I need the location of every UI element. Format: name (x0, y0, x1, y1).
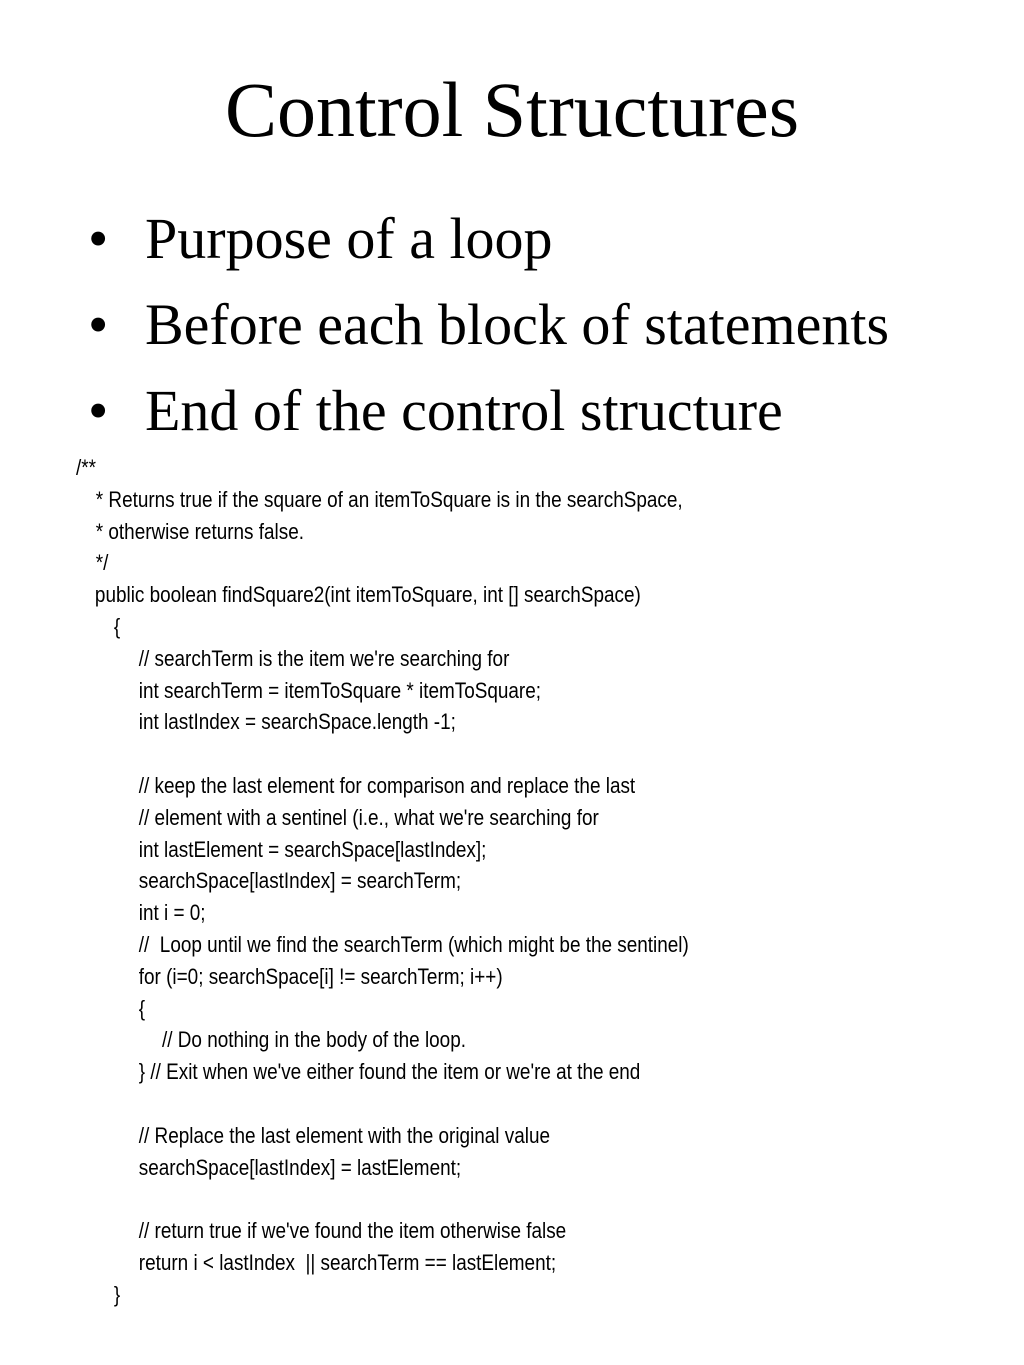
slide-title: Control Structures (224, 66, 800, 153)
code-line: /** (76, 455, 96, 480)
bullet-text: Purpose of a loop (145, 206, 553, 271)
bullet-icon: • (88, 206, 109, 271)
bullet-icon: • (88, 378, 109, 443)
code-line: // Loop until we find the searchTerm (which might be the sentinel) (138, 931, 689, 957)
bullet-text: Before each block of statements (145, 292, 890, 357)
code-line: // element with a sentinel (i.e., what we're searching for (138, 804, 599, 830)
bullet-item (88, 196, 889, 282)
code-line: int i = 0; (138, 900, 206, 926)
code-line: { (113, 613, 121, 639)
code-line: } (113, 1281, 121, 1307)
code-line: } // Exit when we've either found the item or we're at the end (138, 1059, 641, 1085)
code-line: int lastIndex = searchSpace.length -1; (138, 709, 456, 735)
code-line (76, 738, 689, 770)
code-line: // keep the last element for comparison and replace the last (138, 772, 636, 798)
code-line (76, 1183, 689, 1215)
code-block (76, 452, 689, 1311)
bullet-item (88, 282, 889, 368)
code-line: * Returns true if the square of an itemToSquare is in the searchSpace, (95, 486, 683, 512)
code-line: // searchTerm is the item we're searching for (138, 645, 510, 671)
code-line (76, 1088, 689, 1120)
code-line: public boolean findSquare2(int itemToSquare, int [] searchSpace) (94, 582, 641, 608)
bullet-text: End of the control structure (145, 378, 783, 443)
code-line: { (138, 995, 146, 1021)
bullet-icon: • (88, 292, 109, 357)
code-line: return i < lastIndex || searchTerm == lastElement; (138, 1249, 557, 1275)
code-line: // return true if we've found the item otherwise false (138, 1218, 567, 1244)
bullet-item (88, 368, 889, 454)
code-line: // Do nothing in the body of the loop. (162, 1027, 466, 1053)
code-line: searchSpace[lastIndex] = searchTerm; (138, 868, 462, 894)
code-line: for (i=0; searchSpace[i] != searchTerm; i++) (138, 963, 503, 989)
code-line: * otherwise returns false. (95, 518, 304, 544)
code-line: */ (95, 550, 109, 576)
bullet-list (88, 196, 889, 454)
code-line: int searchTerm = itemToSquare * itemToSquare; (138, 677, 542, 703)
code-line: int lastElement = searchSpace[lastIndex]; (138, 836, 487, 862)
code-line: searchSpace[lastIndex] = lastElement; (138, 1154, 462, 1180)
code-line: // Replace the last element with the original value (138, 1122, 550, 1148)
